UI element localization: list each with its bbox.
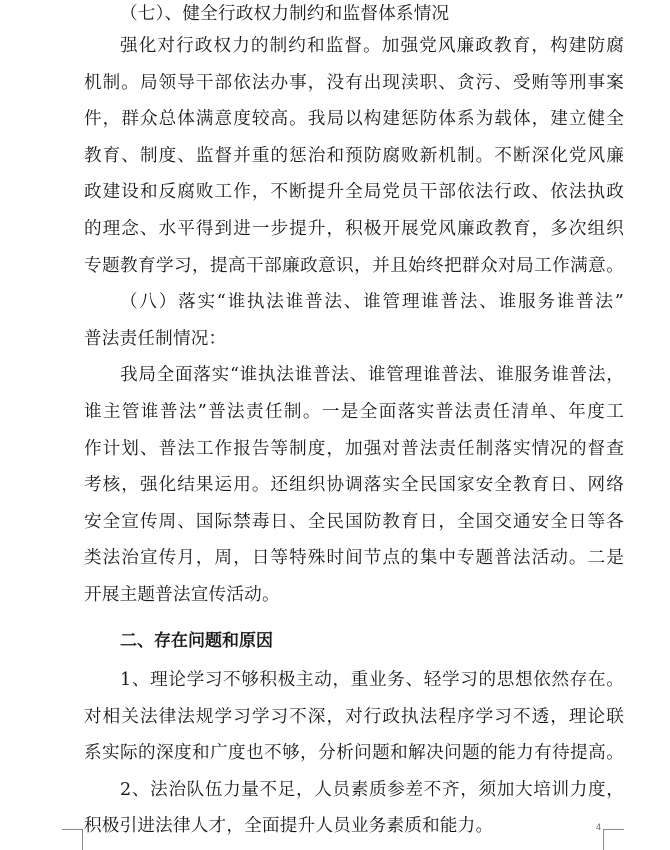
section-heading-7: （七）、健全行政权力制约和监督体系情况 — [120, 4, 450, 24]
paragraph-line: 积极引进法律人才，全面提升人员业务素质和能力。 — [84, 816, 494, 837]
paragraph-line: 谁主管谁普法”普法责任制。一是全面落实普法责任清单、年度工 — [84, 401, 624, 422]
paragraph-line: 开展主题普法宣传活动。 — [84, 584, 280, 605]
section-heading-2: 二、存在问题和原因 — [120, 630, 273, 651]
paragraph-line: 我局全面落实“谁执法谁普法、谁管理谁普法、谁服务谁普法， — [120, 365, 624, 386]
paragraph-line: 的理念、水平得到进一步提升，积极开展党风廉政教育，多次组织 — [84, 218, 624, 239]
paragraph-line: 强化对行政权力的制约和监督。加强党风廉政教育，构建防腐 — [120, 36, 624, 56]
paragraph-line: 安全宣传周、国际禁毒日、全民国防教育日，全国交通安全日等各 — [84, 511, 624, 532]
paragraph-line: 专题教育学习，提高干部廉政意识，并且始终把群众对局工作满意。 — [84, 255, 624, 276]
document-body — [84, 0, 624, 845]
paragraph-line: 政建设和反腐败工作，不断提升全局党员干部依法行政、依法执政 — [84, 182, 624, 203]
page-number: 4 — [596, 822, 602, 832]
paragraph-line: 类法治宣传月，周，日等特殊时间节点的集中专题普法活动。二是 — [84, 548, 624, 569]
paragraph-line: 考核，强化结果运用。还组织协调落实全民国家安全教育日、网络 — [84, 475, 624, 496]
paragraph-line: 机制。局领导干部依法办事，没有出现渎职、贪污、受贿等刑事案 — [84, 72, 624, 93]
paragraph-line: 对相关法律法规学习学习不深，对行政执法程序学习不透，理论联 — [84, 706, 624, 727]
paragraph-line: 作计划、普法工作报告等制度，加强对普法责任制落实情况的督查 — [84, 438, 624, 459]
margin-corner-mark-right — [603, 829, 624, 850]
paragraph-line: 件，群众总体满意度较高。我局以构建惩防体系为载体，建立健全 — [84, 109, 624, 130]
paragraph-line: 2、法治队伍力量不足，人员素质参差不齐，须加大培训力度， — [120, 779, 624, 800]
section-heading-8: （八）落实“谁执法谁普法、谁管理谁普法、谁服务谁普法” — [120, 292, 624, 313]
section-heading-8-cont: 普法责任制情况： — [84, 328, 227, 349]
margin-corner-mark-left — [62, 829, 83, 850]
paragraph-line: 系实际的深度和广度也不够，分析问题和解决问题的能力有待提高。 — [84, 743, 624, 764]
paragraph-line: 教育、制度、监督并重的惩治和预防腐败新机制。不断深化党风廉 — [84, 145, 624, 166]
paragraph-line: 1、理论学习不够积极主动，重业务、轻学习的思想依然存在。 — [120, 670, 624, 691]
